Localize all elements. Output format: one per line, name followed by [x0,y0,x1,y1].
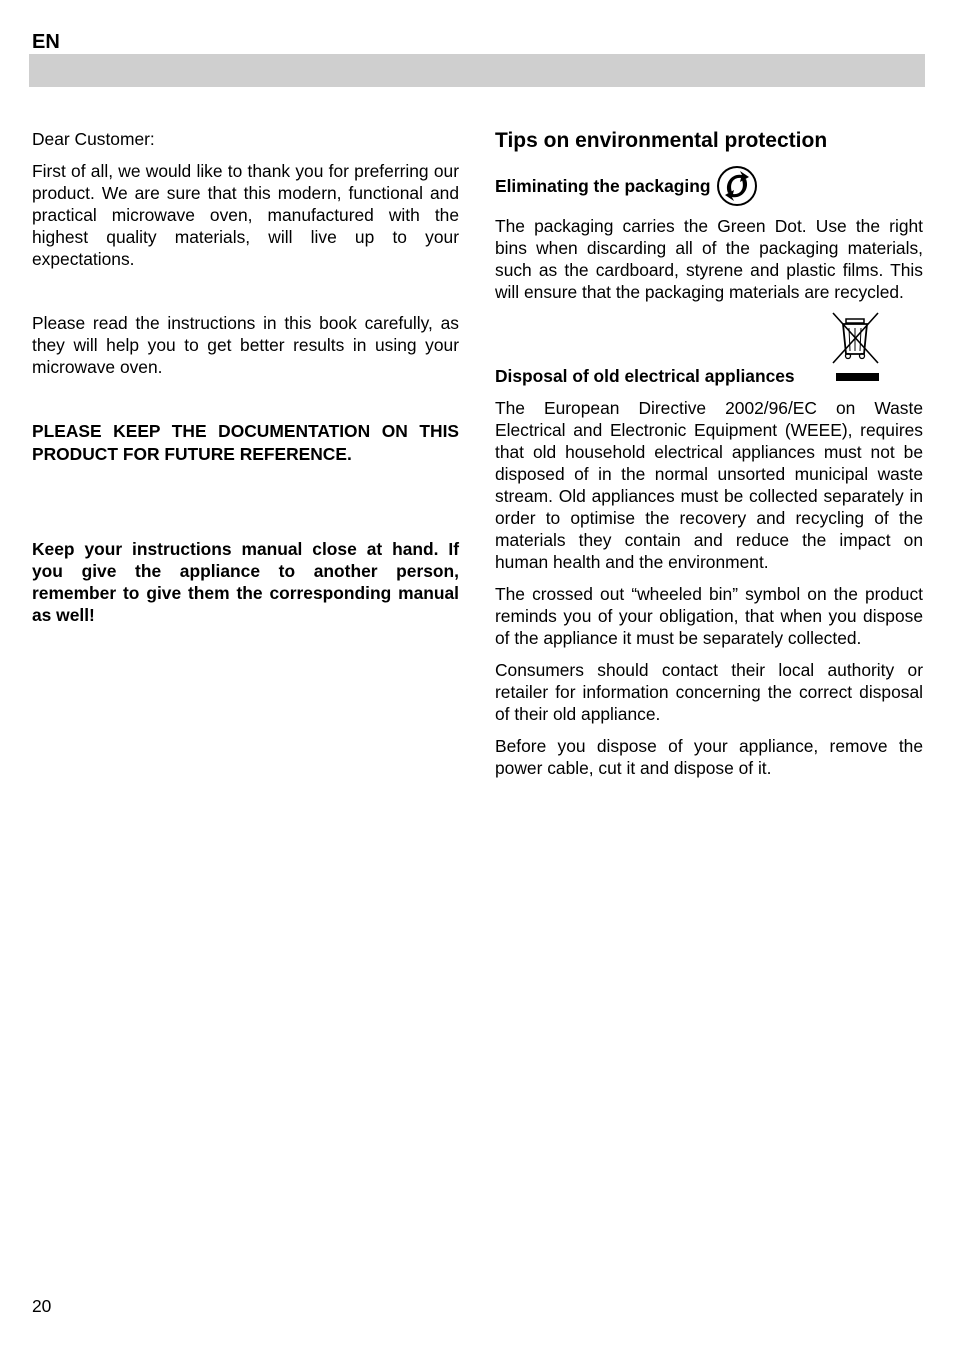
language-label: EN [32,31,60,53]
page-number: 20 [32,1296,52,1316]
header-bar [29,54,925,87]
disposal-paragraph-1: The European Directive 2002/96/EC on Waste Electrical and Electronic Equipment (WEEE), requires that old household electrical appliances must not be disposed of in the normal unsorted municipal waste stream. Old appliances must be collected separately in order to optimise the recovery and recycling of the materials they contain and reduce the impact on human health and the environment. [495,398,923,572]
disposal-paragraph-4: Before you dispose of your appliance, remove the power cable, cut it and dispose of it. [495,736,923,778]
disposal-heading: Disposal of old electrical appliances [495,366,795,386]
packaging-heading-row [495,165,923,207]
disposal-heading-row [495,303,923,387]
disposal-paragraph-2: The crossed out “wheeled bin” symbol on the product reminds you of your obligation, that when you dispose of the appliance it must be separately collected. [495,584,923,648]
right-column [495,128,923,779]
crossed-bin-icon [830,311,882,365]
greeting: Dear Customer: [32,129,155,149]
intro-paragraph: First of all, we would like to thank you for preferring our product. We are sure that this modern, functional and practical microwave oven, manufactured with the highest quality materials, will live up to your expectations. [32,161,459,269]
section-title: Tips on environmental protection [495,129,828,152]
disposal-paragraph-3: Consumers should contact their local authority or retailer for information concerning the correct disposal of their old appliance. [495,660,923,724]
read-instructions-paragraph: Please read the instructions in this book carefully, as they will help you to get better results in using your microwave oven. [32,313,459,377]
keep-documentation-notice: PLEASE KEEP THE DOCUMENTATION ON THIS PRODUCT FOR FUTURE REFERENCE. [32,421,459,464]
left-column [32,128,459,626]
packaging-paragraph: The packaging carries the Green Dot. Use the right bins when discarding all of the packaging materials, such as the cardboard, styrene and plastic films. This will ensure that the packaging materials are recycled. [495,216,923,302]
bin-underline-bar [836,373,879,381]
packaging-heading: Eliminating the packaging [495,176,711,196]
green-dot-icon [716,165,758,207]
keep-manual-notice: Keep your instructions manual close at hand. If you give the appliance to another person, remember to give them the corresponding manual as well! [32,539,459,625]
